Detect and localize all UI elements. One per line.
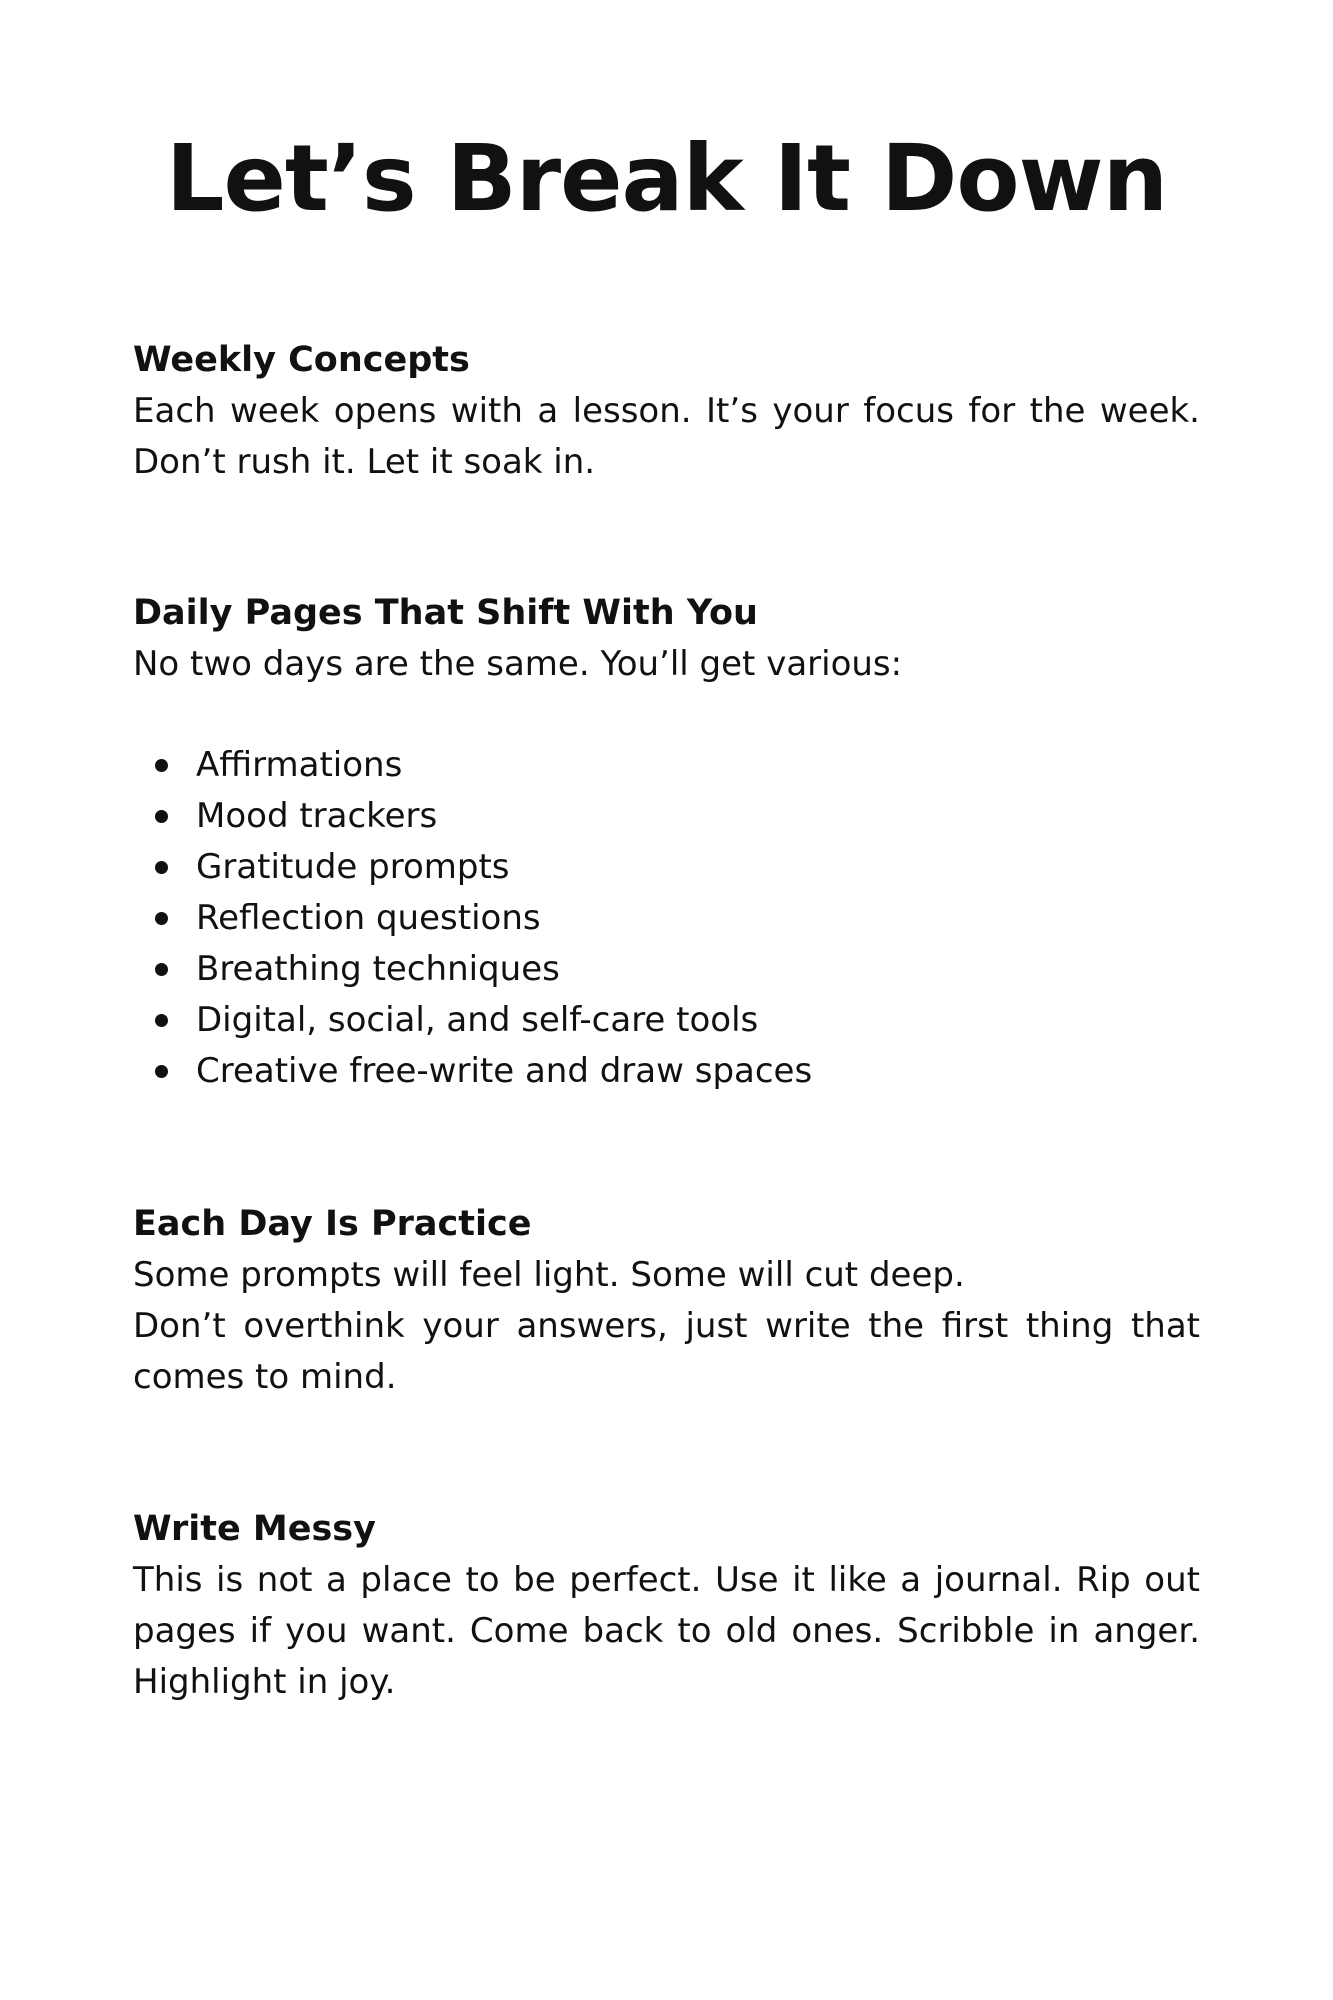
list-item-label: Gratitude prompts xyxy=(196,847,510,887)
list-item-label: Breathing techniques xyxy=(196,949,560,989)
list-item xyxy=(133,791,1200,842)
section-paragraph: This is not a place to be perfect. Use it like a journal. Rip out pages if you want. Come back to old ones. Scribble in anger. Highlight in joy. xyxy=(133,1560,1200,1702)
section-heading: Daily Pages That Shift With You xyxy=(133,593,758,633)
bullet-list xyxy=(133,740,1200,1097)
list-item xyxy=(133,995,1200,1046)
section-paragraph: Each week opens with a lesson. It’s your focus for the week. Don’t rush it. Let it soak in. xyxy=(133,391,1200,482)
page-title: Let’s Break It Down xyxy=(165,125,1168,232)
section-each-day-is-practice xyxy=(133,1199,1200,1403)
bullet-dot-icon xyxy=(155,759,168,772)
bullet-dot-icon xyxy=(155,861,168,874)
bullet-dot-icon xyxy=(155,1014,168,1027)
list-item-label: Mood trackers xyxy=(196,796,438,836)
list-item-label: Reflection questions xyxy=(196,898,541,938)
list-item-label: Creative free-write and draw spaces xyxy=(196,1051,813,1091)
list-item xyxy=(133,1046,1200,1097)
list-item xyxy=(133,893,1200,944)
list-item xyxy=(133,944,1200,995)
list-item xyxy=(133,842,1200,893)
list-item-label: Affirmations xyxy=(196,745,403,785)
section-paragraph: Don’t overthink your answers, just write the first thing that comes to mind. xyxy=(133,1306,1200,1397)
section-weekly-concepts xyxy=(133,335,1200,488)
list-item-label: Digital, social, and self-care tools xyxy=(196,1000,759,1040)
section-paragraph: No two days are the same. You’ll get various: xyxy=(133,644,903,684)
section-heading: Each Day Is Practice xyxy=(133,1204,532,1244)
list-item xyxy=(133,740,1200,791)
section-paragraph: Some prompts will feel light. Some will cut deep. xyxy=(133,1255,965,1295)
bullet-dot-icon xyxy=(155,912,168,925)
section-heading: Weekly Concepts xyxy=(133,340,470,380)
section-daily-pages xyxy=(133,588,1200,1097)
bullet-dot-icon xyxy=(155,810,168,823)
bullet-dot-icon xyxy=(155,963,168,976)
section-write-messy xyxy=(133,1504,1200,1708)
bullet-dot-icon xyxy=(155,1065,168,1078)
section-heading: Write Messy xyxy=(133,1509,376,1549)
